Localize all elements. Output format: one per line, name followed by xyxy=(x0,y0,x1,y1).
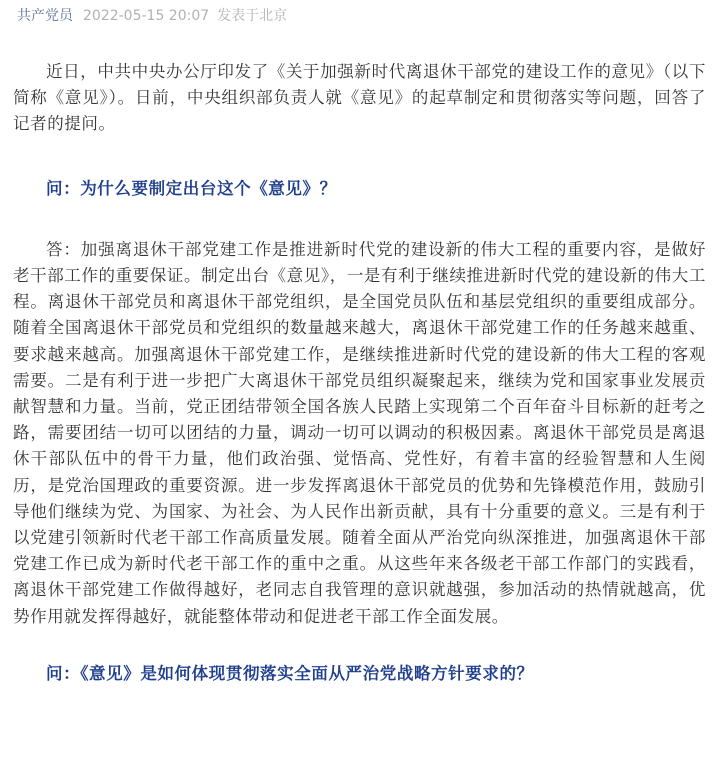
article-body xyxy=(13,59,706,687)
answer-paragraph-1: 答：加强离退休干部党建工作是推进新时代党的建设新的伟大工程的重要内容，是做好老干部工作的重要保证。制定出台《意见》，一是有利于继续推进新时代党的建设新的伟大工程。离退休干部党员和离退休干部党组织，是全国党员队伍和基层党组织的重要组成部分。随着全国离退休干部党员和党组织的数量越来越大，离退休干部党建工作的任务越来越重、要求越来越高。加强离退休干部党建工作，是继续推进新时代党的建设新的伟大工程的客观需要。二是有利于进一步把广大离退休干部党员组织凝聚起来，继续为党和国家事业发展贡献智慧和力量。当前，党正团结带领全国各族人民踏上实现第二个百年奋斗目标新的赶考之路，需要团结一切可以团结的力量，调动一切可以调动的积极因素。离退休干部党员是离退休干部队伍中的骨干力量，他们政治强、觉悟高、党性好，有着丰富的经验智慧和人生阅历，是党治国理政的重要资源。进一步发挥离退休干部党员的优势和先锋模范作用，鼓励引导他们继续为党、为国家、为社会、为人民作出新贡献，具有十分重要的意义。三是有利于以党建引领新时代老干部工作高质量发展。随着全面从严治党向纵深推进，加强离退休干部党建工作已成为新时代老干部工作的重中之重。从这些年来各级老干部工作部门的实践看，离退休干部党建工作做得越好，老同志自我管理的意识就越强，参加活动的热情就越高，优势作用就发挥得越好，就能整体带动和促进老干部工作全面发展。 xyxy=(13,239,706,626)
article-meta xyxy=(17,7,287,25)
question-heading-1: 问：为什么要制定出台这个《意见》？ xyxy=(46,178,337,198)
author-link[interactable]: 共产党员 xyxy=(17,8,73,24)
question-heading-2: 问：《意见》是如何体现贯彻落实全面从严治党战略方针要求的？ xyxy=(46,663,534,683)
publish-date: 2022-05-15 20:07 xyxy=(83,8,210,24)
publish-location: 发表于北京 xyxy=(217,8,288,24)
intro-paragraph: 近日，中共中央办公厅印发了《关于加强新时代离退休干部党的建设工作的意见》（以下简称《意见》）。日前，中央组织部负责人就《意见》的起草制定和贯彻落实等问题，回答了记者的提问。 xyxy=(13,62,706,134)
